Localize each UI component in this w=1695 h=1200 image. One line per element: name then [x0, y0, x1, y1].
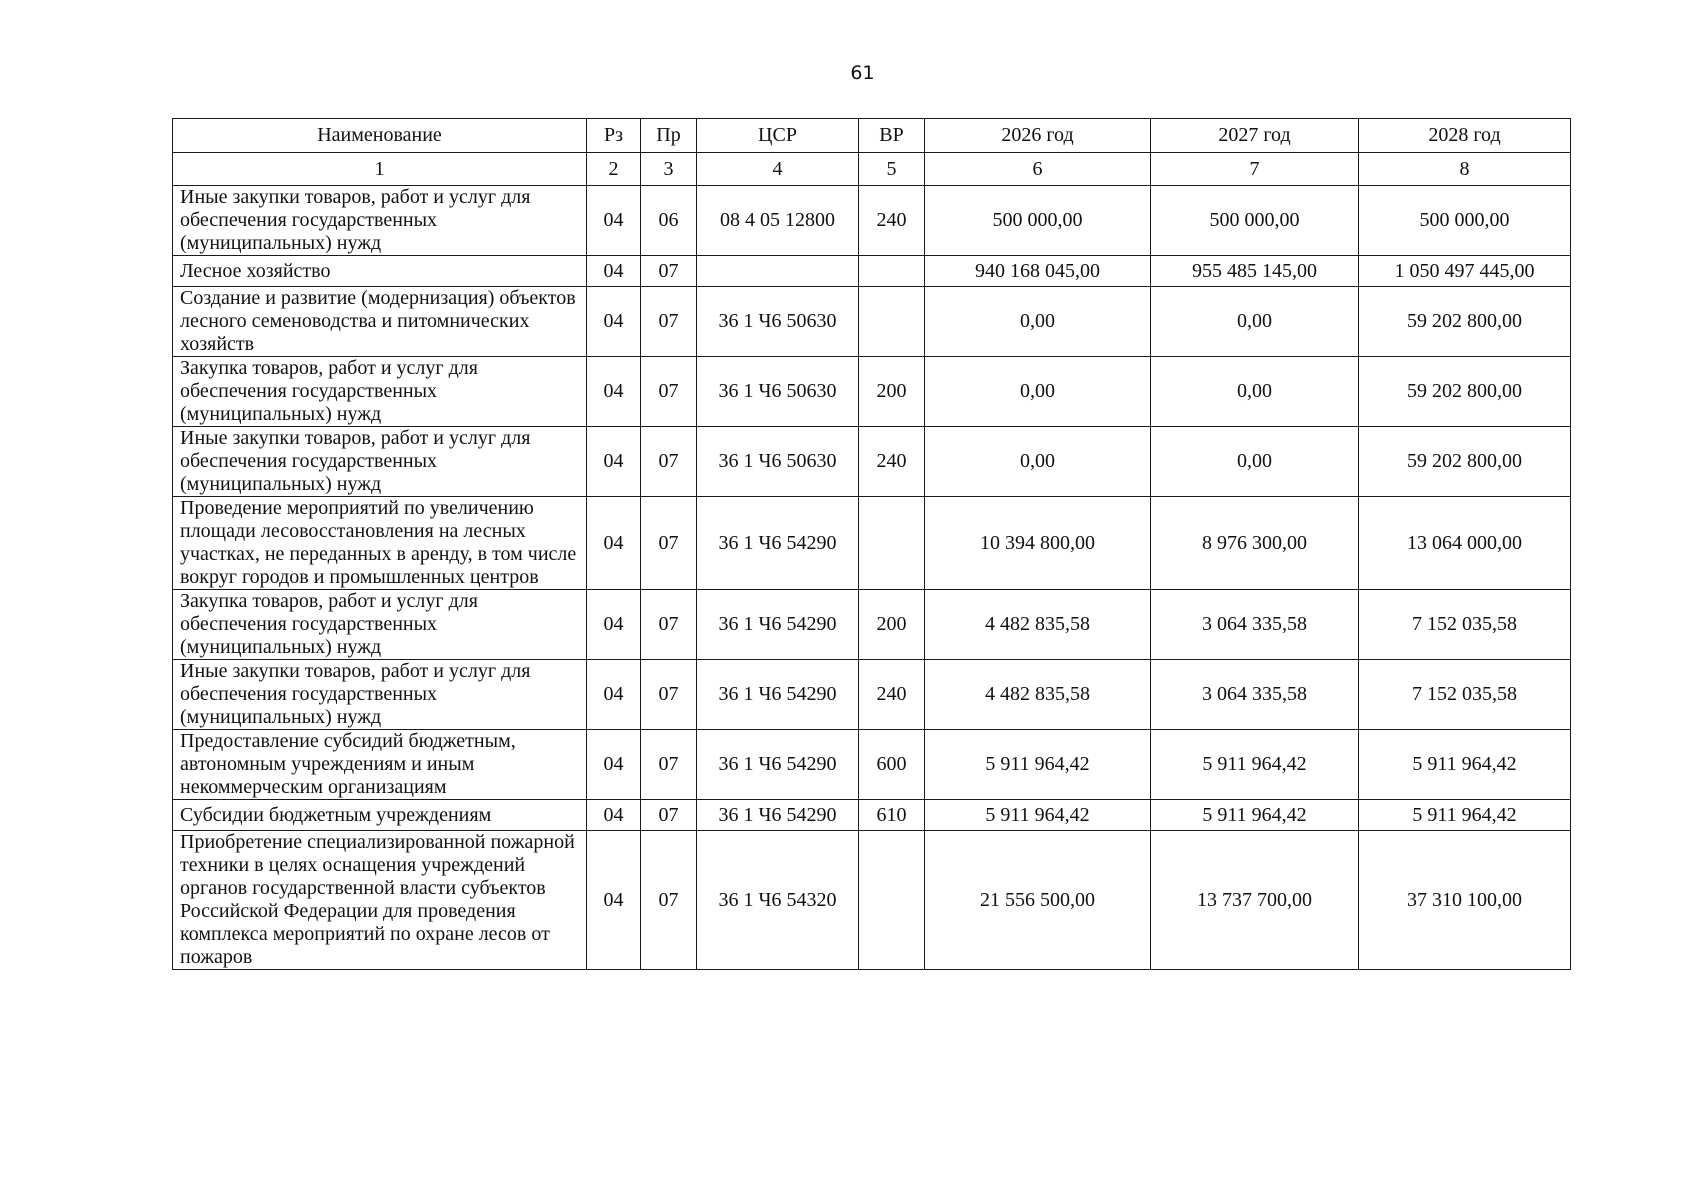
table-row — [173, 590, 1571, 660]
row-2027: 3 064 335,58 — [1151, 660, 1359, 730]
row-rz: 04 — [587, 800, 641, 831]
row-rz: 04 — [587, 730, 641, 800]
column-number: 5 — [859, 153, 925, 186]
row-2027: 3 064 335,58 — [1151, 590, 1359, 660]
table-row — [173, 831, 1571, 970]
header-2028: 2028 год — [1359, 119, 1571, 153]
row-2028: 7 152 035,58 — [1359, 660, 1571, 730]
column-number: 8 — [1359, 153, 1571, 186]
row-pr: 07 — [641, 831, 697, 970]
row-vr — [859, 497, 925, 590]
row-rz: 04 — [587, 590, 641, 660]
row-vr: 240 — [859, 660, 925, 730]
row-vr: 200 — [859, 590, 925, 660]
row-vr: 240 — [859, 186, 925, 256]
row-name: Иные закупки товаров, работ и услуг для обеспечения государственных (муниципальных) нужд — [173, 660, 587, 730]
row-2026: 21 556 500,00 — [925, 831, 1151, 970]
table-row — [173, 800, 1571, 831]
row-2026: 0,00 — [925, 357, 1151, 427]
row-2026: 10 394 800,00 — [925, 497, 1151, 590]
row-2026: 5 911 964,42 — [925, 800, 1151, 831]
row-pr: 07 — [641, 800, 697, 831]
row-pr: 07 — [641, 590, 697, 660]
row-rz: 04 — [587, 287, 641, 357]
row-2027: 5 911 964,42 — [1151, 800, 1359, 831]
row-rz: 04 — [587, 427, 641, 497]
row-pr: 07 — [641, 427, 697, 497]
row-2028: 37 310 100,00 — [1359, 831, 1571, 970]
table-row — [173, 497, 1571, 590]
row-vr: 610 — [859, 800, 925, 831]
row-2027: 8 976 300,00 — [1151, 497, 1359, 590]
row-2027: 500 000,00 — [1151, 186, 1359, 256]
row-name: Иные закупки товаров, работ и услуг для обеспечения государственных (муниципальных) нужд — [173, 186, 587, 256]
row-2026: 500 000,00 — [925, 186, 1151, 256]
header-pr: Пр — [641, 119, 697, 153]
row-2027: 955 485 145,00 — [1151, 256, 1359, 287]
row-2028: 59 202 800,00 — [1359, 357, 1571, 427]
column-number-row — [173, 153, 1571, 186]
row-pr: 06 — [641, 186, 697, 256]
row-csr: 36 1 Ч6 50630 — [697, 357, 859, 427]
row-vr: 240 — [859, 427, 925, 497]
row-rz: 04 — [587, 256, 641, 287]
row-vr — [859, 831, 925, 970]
budget-table — [172, 118, 1571, 970]
row-name: Закупка товаров, работ и услуг для обеспечения государственных (муниципальных) нужд — [173, 590, 587, 660]
table-row — [173, 256, 1571, 287]
table-row — [173, 427, 1571, 497]
header-row — [173, 119, 1571, 153]
row-2028: 5 911 964,42 — [1359, 730, 1571, 800]
page-number: 61 — [850, 62, 875, 84]
row-name: Приобретение специализированной пожарной техники в целях оснащения учреждений органов государственной власти субъектов Российской Федерации для проведения комплекса мероприятий по охране лесов от пожаров — [173, 831, 587, 970]
row-2027: 5 911 964,42 — [1151, 730, 1359, 800]
header-rz: Рз — [587, 119, 641, 153]
row-pr: 07 — [641, 287, 697, 357]
row-csr: 36 1 Ч6 54290 — [697, 590, 859, 660]
row-name: Иные закупки товаров, работ и услуг для обеспечения государственных (муниципальных) нужд — [173, 427, 587, 497]
table-row — [173, 357, 1571, 427]
column-number: 7 — [1151, 153, 1359, 186]
row-2026: 940 168 045,00 — [925, 256, 1151, 287]
row-name: Субсидии бюджетным учреждениям — [173, 800, 587, 831]
column-number: 3 — [641, 153, 697, 186]
column-number: 6 — [925, 153, 1151, 186]
row-name: Создание и развитие (модернизация) объектов лесного семеноводства и питомнических хозяйств — [173, 287, 587, 357]
row-rz: 04 — [587, 660, 641, 730]
row-2028: 7 152 035,58 — [1359, 590, 1571, 660]
row-csr: 36 1 Ч6 54290 — [697, 730, 859, 800]
header-2027: 2027 год — [1151, 119, 1359, 153]
table-row — [173, 730, 1571, 800]
row-vr: 200 — [859, 357, 925, 427]
row-2027: 0,00 — [1151, 427, 1359, 497]
header-2026: 2026 год — [925, 119, 1151, 153]
row-vr — [859, 256, 925, 287]
row-pr: 07 — [641, 497, 697, 590]
row-2027: 0,00 — [1151, 287, 1359, 357]
column-number: 1 — [173, 153, 587, 186]
row-csr: 08 4 05 12800 — [697, 186, 859, 256]
row-rz: 04 — [587, 497, 641, 590]
row-pr: 07 — [641, 357, 697, 427]
column-number: 4 — [697, 153, 859, 186]
table-row — [173, 287, 1571, 357]
row-csr: 36 1 Ч6 50630 — [697, 427, 859, 497]
row-csr: 36 1 Ч6 54320 — [697, 831, 859, 970]
row-2028: 13 064 000,00 — [1359, 497, 1571, 590]
row-pr: 07 — [641, 660, 697, 730]
row-pr: 07 — [641, 256, 697, 287]
table-row — [173, 660, 1571, 730]
row-csr: 36 1 Ч6 50630 — [697, 287, 859, 357]
row-rz: 04 — [587, 357, 641, 427]
header-vr: ВР — [859, 119, 925, 153]
row-2028: 59 202 800,00 — [1359, 427, 1571, 497]
row-2026: 4 482 835,58 — [925, 590, 1151, 660]
row-2026: 4 482 835,58 — [925, 660, 1151, 730]
row-2027: 0,00 — [1151, 357, 1359, 427]
column-number: 2 — [587, 153, 641, 186]
table-row — [173, 186, 1571, 256]
row-2026: 5 911 964,42 — [925, 730, 1151, 800]
row-name: Закупка товаров, работ и услуг для обеспечения государственных (муниципальных) нужд — [173, 357, 587, 427]
row-name: Проведение мероприятий по увеличению площади лесовосстановления на лесных участках, не переданных в аренду, в том числе вокруг городов и промышленных центров — [173, 497, 587, 590]
row-rz: 04 — [587, 186, 641, 256]
row-2028: 500 000,00 — [1359, 186, 1571, 256]
row-csr — [697, 256, 859, 287]
row-2028: 59 202 800,00 — [1359, 287, 1571, 357]
row-name: Лесное хозяйство — [173, 256, 587, 287]
row-2026: 0,00 — [925, 287, 1151, 357]
header-csr: ЦСР — [697, 119, 859, 153]
header-name: Наименование — [173, 119, 587, 153]
row-2026: 0,00 — [925, 427, 1151, 497]
row-csr: 36 1 Ч6 54290 — [697, 497, 859, 590]
row-name: Предоставление субсидий бюджетным, автономным учреждениям и иным некоммерческим организациям — [173, 730, 587, 800]
row-rz: 04 — [587, 831, 641, 970]
row-2028: 1 050 497 445,00 — [1359, 256, 1571, 287]
row-csr: 36 1 Ч6 54290 — [697, 660, 859, 730]
row-pr: 07 — [641, 730, 697, 800]
row-csr: 36 1 Ч6 54290 — [697, 800, 859, 831]
row-2027: 13 737 700,00 — [1151, 831, 1359, 970]
row-2028: 5 911 964,42 — [1359, 800, 1571, 831]
row-vr — [859, 287, 925, 357]
row-vr: 600 — [859, 730, 925, 800]
